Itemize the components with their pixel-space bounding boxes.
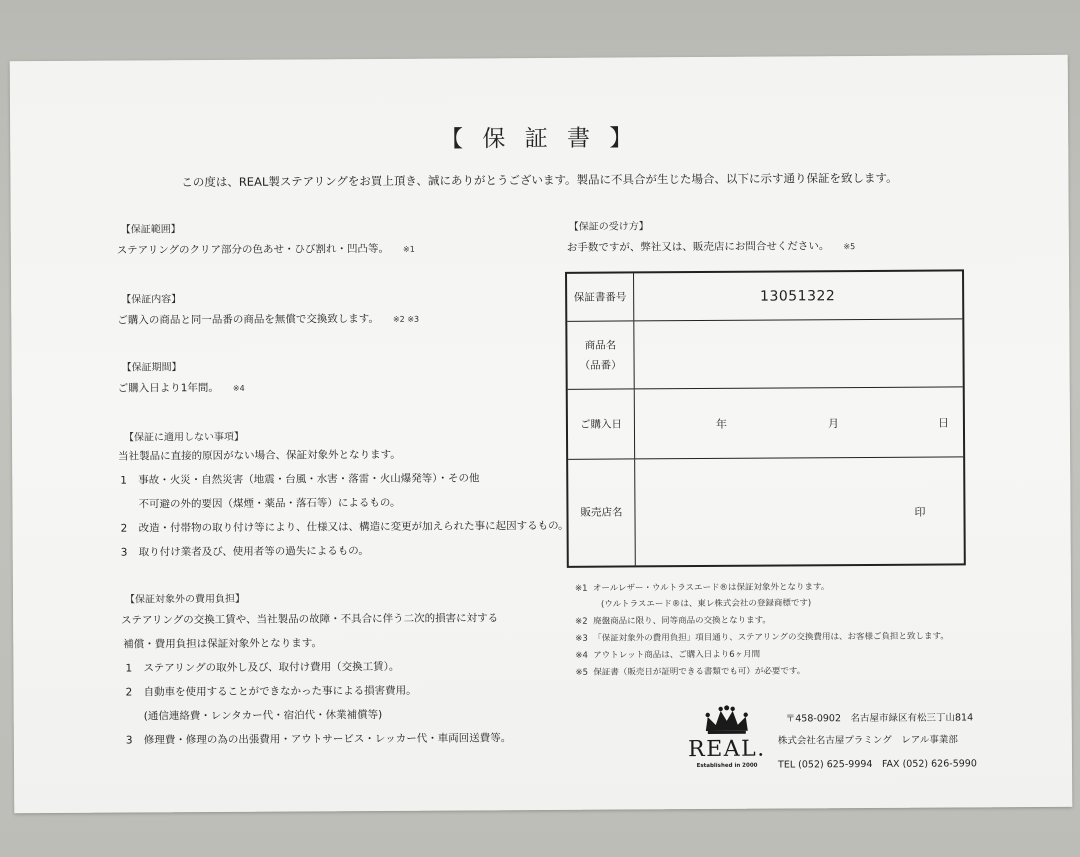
company-name: 株式会社名古屋プラミング レアル事業部 (777, 734, 958, 747)
exclusion-item-3: 3 取り付け業者及び、使用者等の過失によるもの。 (120, 545, 369, 559)
warranty-sheet (10, 55, 1073, 813)
product-label: 商品名 （品番） (567, 321, 634, 388)
receiving-heading: 【保証の受け方】 (568, 221, 649, 233)
note-4: ※4 アウトレット商品は、ご購入日より6ヶ月間 (575, 649, 761, 661)
costs-lead-2: 補償・費用負担は保証対象外となります。 (123, 637, 322, 651)
crown-icon (702, 705, 752, 735)
exclusions-heading: 【保証に適用しない事項】 (123, 431, 245, 444)
content-mark: ※2 ※3 (392, 314, 420, 324)
day-label: 日 (937, 416, 949, 430)
costs-lead-1: ステアリングの交換工賃や、当社製品の故障・不具合に伴う二次的損害に対する (121, 612, 499, 627)
period-heading: 【保証期間】 (121, 362, 182, 374)
cost-item-1: 1 ステアリングの取外し及び、取付け費用（交換工賃）。 (125, 660, 400, 675)
cost-item-3: 3 修理費・修理の為の出張費用・アウトサービス・レッカー代・車両回送費等。 (125, 732, 512, 747)
content-heading: 【保証内容】 (121, 294, 182, 306)
serial-number: 13051322 (759, 287, 836, 305)
costs-heading: 【保証対象外の費用負担】 (124, 593, 246, 606)
real-logo (682, 705, 772, 776)
product-field[interactable] (633, 319, 962, 388)
company-contact: TEL (052) 625-9994 FAX (052) 626-5990 (777, 758, 977, 771)
scope-heading: 【保証範囲】 (120, 224, 181, 236)
intro-text: この度は、REAL製ステアリングをお買上頂き、誠にありがとうございます。製品に不具合が生じた場合、以下に示す通り保証を致します。 (181, 170, 898, 190)
logo-wordmark: REAL. (688, 736, 766, 763)
cost-item-2: 2 自動車を使用することができなかった事による損害費用。 (125, 684, 417, 699)
warranty-table (565, 269, 966, 567)
serial-label: 保証書番号 (567, 273, 634, 320)
receiving-text: お手数ですが、弊社又は、販売店にお問合せください。 ※5 (566, 240, 856, 254)
store-label: 販売店名 (568, 459, 636, 565)
exclusion-item-1-cont: 不可避の外的要因（煤煙・薬品・落石等）によるもの。 (138, 496, 401, 511)
year-label: 年 (715, 417, 727, 431)
period-text: ご購入日より1年間。 ※4 (117, 381, 245, 395)
company-address: 〒458-0902 名古屋市緑区有松三丁山814 (785, 712, 974, 725)
document-title: 【 保 証 書 】 (439, 125, 639, 153)
note-2: ※2 廃盤商品に限り、同等商品の交換となります。 (575, 615, 771, 627)
scope-text: ステアリングのクリア部分の色あせ・ひび割れ・凹凸等。 ※1 (116, 242, 415, 257)
period-mark: ※4 (232, 383, 245, 393)
exclusion-item-2: 2 改造・付帯物の取り付け等により、仕様又は、構造に変更が加えられた事に起因するもの。 (120, 519, 569, 535)
exclusion-item-1: 1 事故・火災・自然災害（地震・台風・水害・落雷・火山爆発等）・その他 (120, 472, 480, 487)
note-3: ※3 「保証対象外の費用負担」項目通り、ステアリングの交換費用は、お客様ご負担と致します。 (575, 631, 949, 644)
store-field[interactable] (634, 457, 964, 565)
seal-mark: 印 (914, 505, 926, 519)
product-row (567, 319, 962, 389)
note-1: ※1 オールレザー・ウルトラスエード®は保証対象外となります。 (574, 582, 830, 594)
purchase-date-field[interactable] (634, 387, 963, 458)
purchase-date-label: ご購入日 (568, 389, 635, 458)
purchase-date-row (568, 387, 963, 459)
note-5: ※5 保証書（販売日が証明できる書類でも可）が必要です。 (575, 666, 806, 678)
note-1-cont: (ウルトラスエード®は、東レ株式会社の登録商標です) (601, 598, 812, 610)
serial-row (567, 271, 962, 321)
exclusions-lead: 当社製品に直接的原因がない場合、保証対象外となります。 (118, 448, 401, 463)
scope-mark: ※1 (403, 244, 415, 254)
content-text: ご購入の商品と同一品番の商品を無償で交換致します。 ※2 ※3 (117, 312, 420, 327)
month-label: 月 (827, 416, 839, 430)
receiving-mark: ※5 (843, 242, 856, 252)
store-row (568, 457, 964, 565)
logo-tagline: Established in 2000 (696, 762, 758, 770)
cost-item-2-cont: (通信連絡費・レンタカー代・宿泊代・休業補償等) (143, 708, 383, 723)
